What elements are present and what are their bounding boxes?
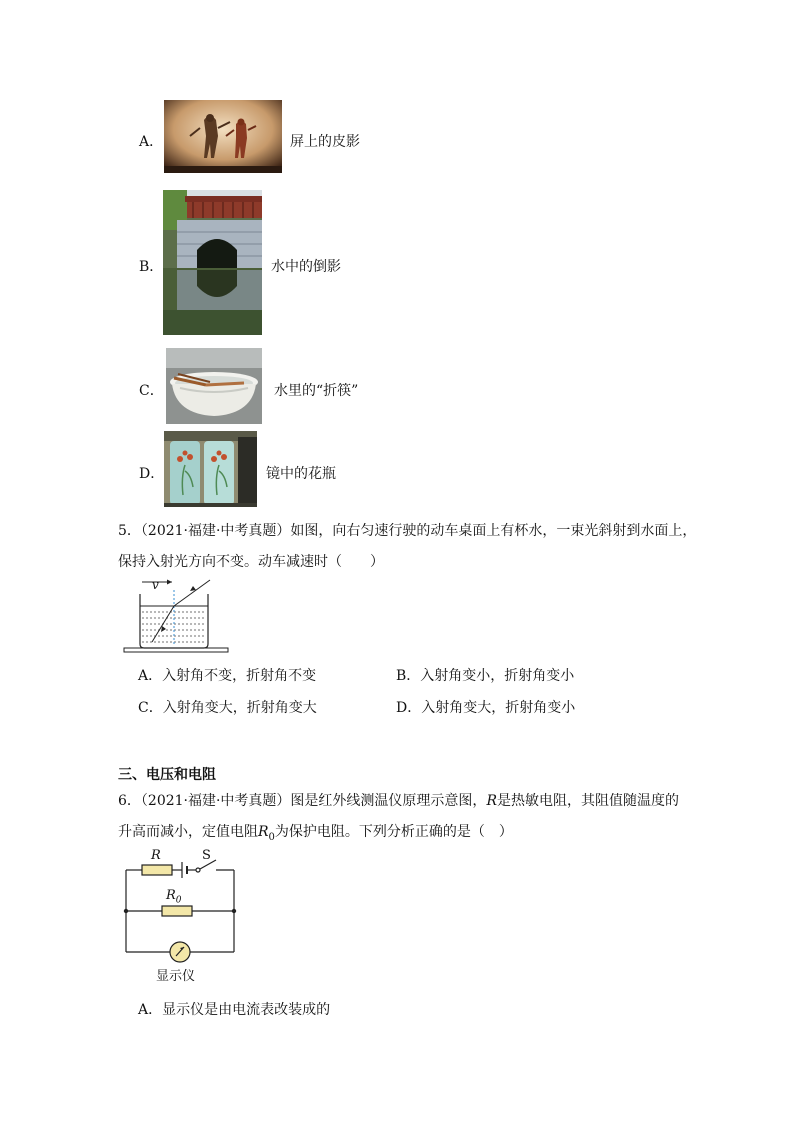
q6-choice-a-text: 显示仪是由电流表改装成的: [162, 1002, 331, 1018]
option-c-text: 水里的“折筷”: [274, 383, 359, 399]
question-5-stem-line1: 5．（2021·福建·中考真题）如图，向右匀速行驶的动车桌面上有杯水，一束光斜射到水面上，: [118, 523, 697, 539]
q6-symbol-r: R: [486, 793, 497, 809]
q5-choice-a-letter: A．: [138, 668, 163, 684]
q5-choice-a: [138, 665, 316, 685]
q6-choice-a: [138, 999, 330, 1019]
option-d-letter: D．: [139, 466, 165, 482]
q6-line2-part2: 为保护电阻。下列分析正确的是（ ）: [274, 824, 513, 840]
shadow-puppet-photo: [164, 100, 282, 173]
option-b-text: 水中的倒影: [271, 259, 341, 275]
question-6-stem-line1: [118, 790, 679, 810]
section-heading: 三、电压和电阻: [118, 767, 216, 783]
q6-line2-part1: 升高而减小，定值电阻: [118, 824, 258, 840]
question-5-stem-line2: 保持入射光方向不变。动车减速时（ ）: [118, 554, 384, 570]
velocity-label: v: [152, 578, 159, 592]
mirror-vase-photo: [164, 431, 257, 507]
q5-choice-d-letter: D．: [396, 700, 422, 716]
option-d-text: 镜中的花瓶: [266, 466, 336, 482]
option-b-letter: B．: [139, 259, 164, 275]
q5-choice-c-text: 入射角变大，折射角变大: [162, 700, 317, 716]
circuit-meter-caption: 显示仪: [156, 969, 196, 984]
q6-line1-part1: 6．（2021·福建·中考真题）图是红外线测温仪原理示意图，: [118, 793, 487, 809]
circuit-label-r0: [166, 888, 182, 906]
q6-symbol-r0-sub: 0: [268, 831, 275, 843]
q5-choice-d-text: 入射角变大，折射角变小: [421, 700, 576, 716]
bent-chopstick-photo: [166, 348, 262, 424]
option-a-letter: A．: [139, 134, 164, 150]
option-a-text: 屏上的皮影: [290, 134, 360, 150]
question-6-stem-line2: [118, 821, 513, 843]
option-c-letter: C．: [139, 383, 164, 399]
q6-line1-part2: 是热敏电阻，其阻值随温度的: [496, 793, 679, 809]
q6-symbol-r0: R: [258, 824, 269, 840]
circuit-label-r0-sub: 0: [175, 895, 182, 906]
q5-figure-cup-of-water: [122, 576, 232, 658]
q6-choice-a-letter: A．: [138, 1002, 163, 1018]
q5-choice-b-letter: B．: [396, 668, 421, 684]
q5-choice-d: [396, 697, 575, 717]
circuit-label-r0-main: R: [166, 888, 176, 903]
q5-choice-b-text: 入射角变小，折射角变小: [420, 668, 575, 684]
circuit-label-s: S: [202, 848, 211, 863]
q5-choice-c-letter: C．: [138, 700, 163, 716]
circuit-label-r: R: [151, 848, 161, 863]
q6-circuit-diagram: [120, 848, 242, 988]
bridge-reflection-photo: [163, 190, 262, 335]
q5-choice-c: [138, 697, 317, 717]
q5-choice-b: [396, 665, 574, 685]
q5-choice-a-text: 入射角不变，折射角不变: [162, 668, 317, 684]
